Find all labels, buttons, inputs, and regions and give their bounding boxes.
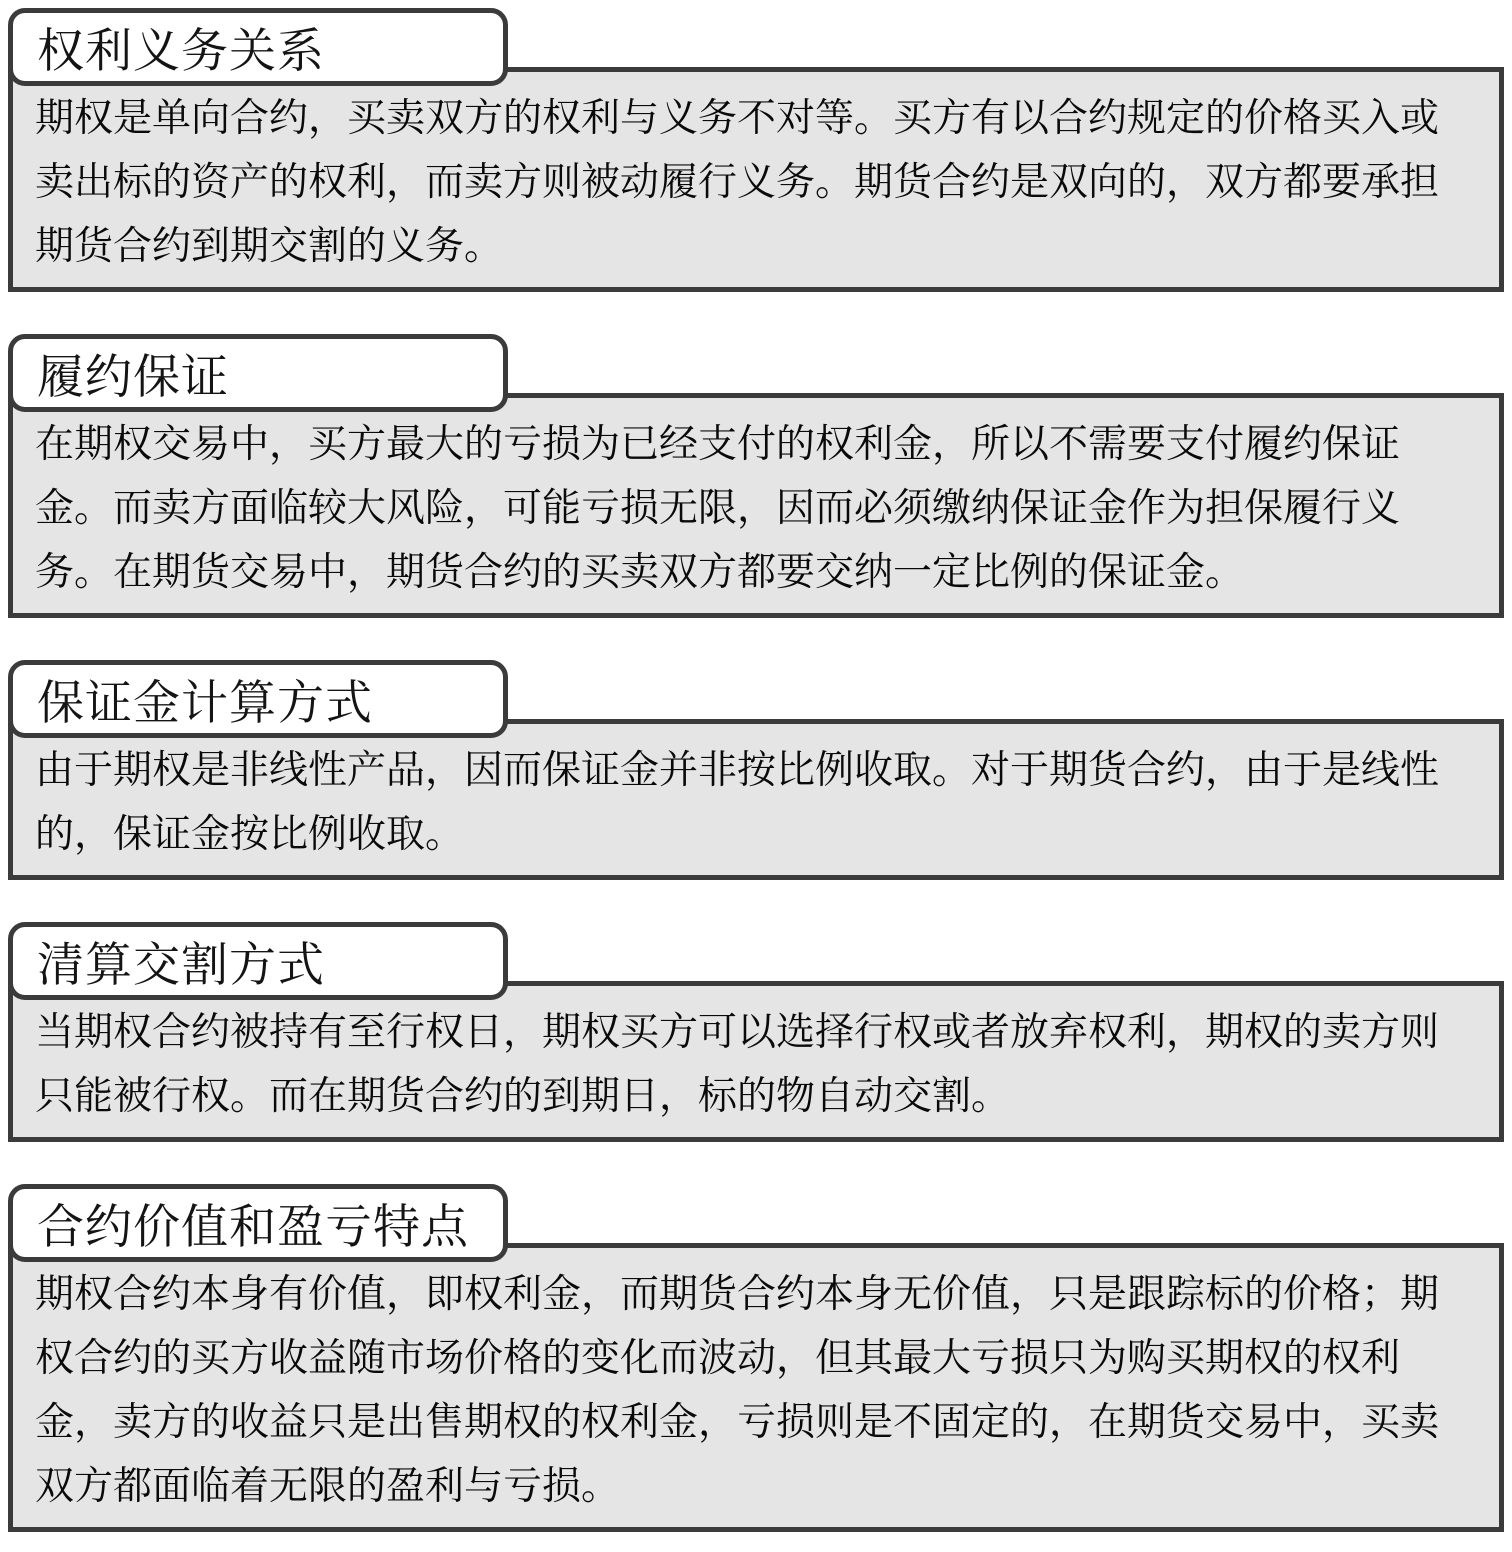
- section-title: 清算交割方式: [37, 937, 325, 991]
- section-body-text: 当期权合约被持有至行权日，期权买方可以选择行权或者放弃权利，期权的卖方则只能被行权。而在期货合约的到期日，标的物自动交割。: [35, 1011, 1440, 1118]
- section-body-text: 由于期权是非线性产品，因而保证金并非按比例收取。对于期货合约，由于是线性的，保证金按比例收取。: [35, 749, 1440, 856]
- section-title: 权利义务关系: [37, 23, 325, 77]
- section-content-panel: [8, 393, 1504, 618]
- section-settlement-delivery: [8, 922, 1504, 1142]
- section-body-text: 期权合约本身有价值，即权利金，而期货合约本身无价值，只是跟踪标的价格；期权合约的买方收益随市场价格的变化而波动，但其最大亏损只为购买期权的权利金，卖方的收益只是出售期权的权利金，亏损则是不固定的，在期货交易中，买卖双方都面临着无限的盈利与亏损。: [35, 1273, 1440, 1508]
- section-title: 合约价值和盈亏特点: [37, 1199, 469, 1253]
- section-performance-guarantee: [8, 334, 1504, 618]
- section-content-panel: [8, 719, 1504, 880]
- section-rights-obligations: [8, 8, 1504, 292]
- section-title-box: [8, 334, 508, 412]
- section-content-panel: [8, 67, 1504, 292]
- section-title-box: [8, 1184, 508, 1262]
- section-title-box: [8, 8, 508, 86]
- section-title: 保证金计算方式: [37, 675, 373, 729]
- section-margin-calculation: [8, 660, 1504, 880]
- section-title: 履约保证: [37, 349, 229, 403]
- section-contract-value-pnl: [8, 1184, 1504, 1532]
- section-title-box: [8, 922, 508, 1000]
- section-content-panel: [8, 981, 1504, 1142]
- section-content-panel: [8, 1243, 1504, 1532]
- section-body-text: 在期权交易中，买方最大的亏损为已经支付的权利金，所以不需要支付履约保证金。而卖方面临较大风险，可能亏损无限，因而必须缴纳保证金作为担保履行义务。在期货交易中，期货合约的买卖双方都要交纳一定比例的保证金。: [35, 423, 1401, 594]
- section-title-box: [8, 660, 508, 738]
- section-body-text: 期权是单向合约，买卖双方的权利与义务不对等。买方有以合约规定的价格买入或卖出标的资产的权利，而卖方则被动履行义务。期货合约是双向的，双方都要承担期货合约到期交割的义务。: [35, 97, 1440, 268]
